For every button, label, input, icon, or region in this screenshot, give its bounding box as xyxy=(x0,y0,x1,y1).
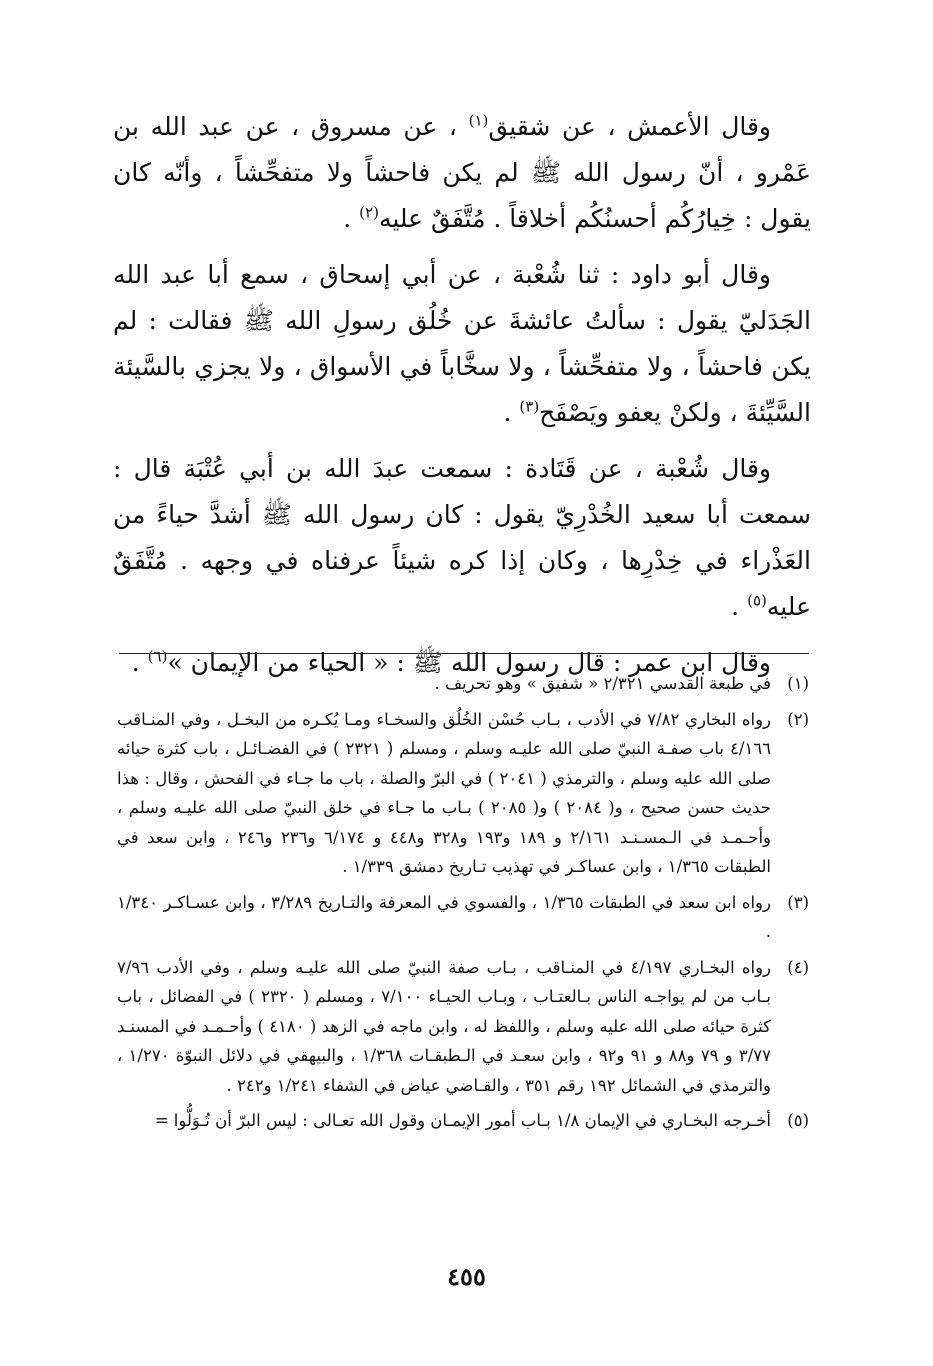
paragraph-3 xyxy=(113,446,811,630)
footnote-divider xyxy=(119,653,809,654)
footnote-ref-2: (٢) xyxy=(359,203,379,222)
footnote-number: (٥) xyxy=(787,1111,809,1130)
paragraph-3-text-c: . xyxy=(731,592,748,621)
paragraph-1-text-a: وقال الأعمش ، عن شقيق xyxy=(488,112,771,141)
footnote-number: (١) xyxy=(787,674,809,693)
footnote-text: رواه البخـاري ٤/١٩٧ في المنـاقب ، بـاب صفة النبيّ صلى الله عليـه وسلم ، وفي الأدب ٧/٩٦ بـاب من لم يواجـه الناس بـالعتـاب ، وبـاب الحيـاء ٧/١٠٠ ، ومسلم ( ٢٣٢٠ ) في الفضائل ، باب كثرة حيائه صلى الله عليه وسلم ، واللفظ له ، وابن ماجه في الزهد ( ٤١٨٠ ) وأحـمـد في المسنـد ٣/٧٧ و ٧٩ و٨٨ و ٩١ و٩٢ ، وابن سعـد في الـطبقـات ١/٣٦٨ ، والبيهقي في دلائل النبوّة ١/٢٧٠ ، والترمذي في الشمائل ١٩٢ رقم ٣٥١ ، والقـاضي عياض في الشفاء ١/٢٤١ و٢٤٢ . xyxy=(117,957,772,1095)
paragraph-2 xyxy=(113,252,811,436)
footnote-4 xyxy=(117,953,809,1101)
paragraph-2-text-a: وقال أبو داود : ثنا شُعْبة ، عن أبي إسحاق ، سمع أبا عبد الله الجَدَليّ يقول : سألتُ عائشةَ عن خُلُق رسولِ الله ﷺ فقالت : لم يكن فاحشاً ، ولا متفحِّشاً ، ولا سخَّاباً في الأسواق ، ولا يجزي بالسَّيئة السَّيِّئةَ ، ولكنْ يعفو ويَصْفَح xyxy=(113,260,811,427)
footnote-text: رواه البخاري ٧/٨٢ في الأدب ، بـاب حُسْن الخُلُق والسخـاء ومـا يُكـره من البخـل ، وفي المنـاقب ٤/١٦٦ باب صفـة النبيّ صلى الله عليـه وسلم ، ومسلم ( ٢٣٢١ ) في الفضـائـل ، باب كثرة حيائه صلى الله عليه وسلم ، والترمذي ( ٢٠٤١ ) في البرّ والصلة ، باب ما جـاء في الفحش ، وقال : هذا حديث حسن صحيح ، و( ٢٠٨٤ ) و( ٢٠٨٥ ) بـاب ما جـاء في خلق النبيّ صلى الله عليـه وسلم ، وأحـمـد في الـمسـنـد ٢/١٦١ و ١٨٩ و١٩٣ و٣٢٨ و٤٤٨ و ٦/١٧٤ و٢٣٦ و٢٤٦ ، وابن سعد في الطبقات ١/٣٦٥ ، وابن عساكـر في تهذيب تـاريخ دمشق ١/٣٣٩ . xyxy=(117,709,771,876)
paragraph-4-text-c: . xyxy=(131,648,148,677)
footnote-1 xyxy=(117,669,809,699)
footnote-2 xyxy=(117,705,809,882)
footnote-ref-6: (٦) xyxy=(147,647,168,666)
footnote-text: في طبعة القدسي ٢/٣٢١ « شفيق » وهو تحريف . xyxy=(434,674,771,693)
main-text-block xyxy=(113,104,811,696)
paragraph-3-text-a: وقال شُعْبة ، عن قَتَادة : سمعت عبدَ الله بن أبي عُتْبَة قال : سمعت أبا سعيد الخُدْرِيّ يقول : كان رسول الله ﷺ أشدَّ حياءً من العَذْراء في خِدْرِها ، وكان إذا كره شيئاً عرفناه في وجهه . مُتَّفَقٌ عليه xyxy=(113,454,811,621)
footnote-ref-5: (٥) xyxy=(747,591,767,610)
paragraph-1-text-b: ، عن مسروق ، عن عبد الله بن عَمْرو ، أنّ رسول الله ﷺ لم يكن فاحشاً ولا متفحِّشاً ، وأنّه كان يقول : خِيارُكُم أحسنُكُم أخلاقاً . مُتَّفَقٌ عليه xyxy=(113,112,811,233)
paragraph-1-text-c: . xyxy=(343,204,360,233)
paragraph-1 xyxy=(113,104,811,242)
footnote-ref-3: (٣) xyxy=(519,397,540,416)
paragraph-4-text-a: وقال ابن عمر : قال رسول الله ﷺ : « الحياء من الإيمان » xyxy=(167,648,771,677)
paragraph-2-text-c: . xyxy=(503,398,520,427)
footnote-text: أخـرجه البخـاري في الإيمان ١/٨ بـاب أمور الإيمـان وقول الله تعـالى : ليس البرّ أن تُـوَلُّوا = xyxy=(154,1111,771,1130)
footnote-text: رواه ابن سعد في الطبقات ١/٣٦٥ ، والفسوي في المعرفة والتـاريخ ٣/٢٨٩ ، وابن عسـاكـر ١/٣٤٠ . xyxy=(117,892,771,941)
footnote-number: (٣) xyxy=(787,892,809,912)
footnote-3 xyxy=(117,888,809,947)
footnote-5 xyxy=(117,1106,809,1136)
footnote-number: (٢) xyxy=(787,709,809,729)
page-number: ٤٥٥ xyxy=(447,1262,486,1291)
footnote-number: (٤) xyxy=(787,957,809,977)
footnote-ref-1: (١) xyxy=(468,111,489,130)
footnotes-block xyxy=(117,669,809,1142)
